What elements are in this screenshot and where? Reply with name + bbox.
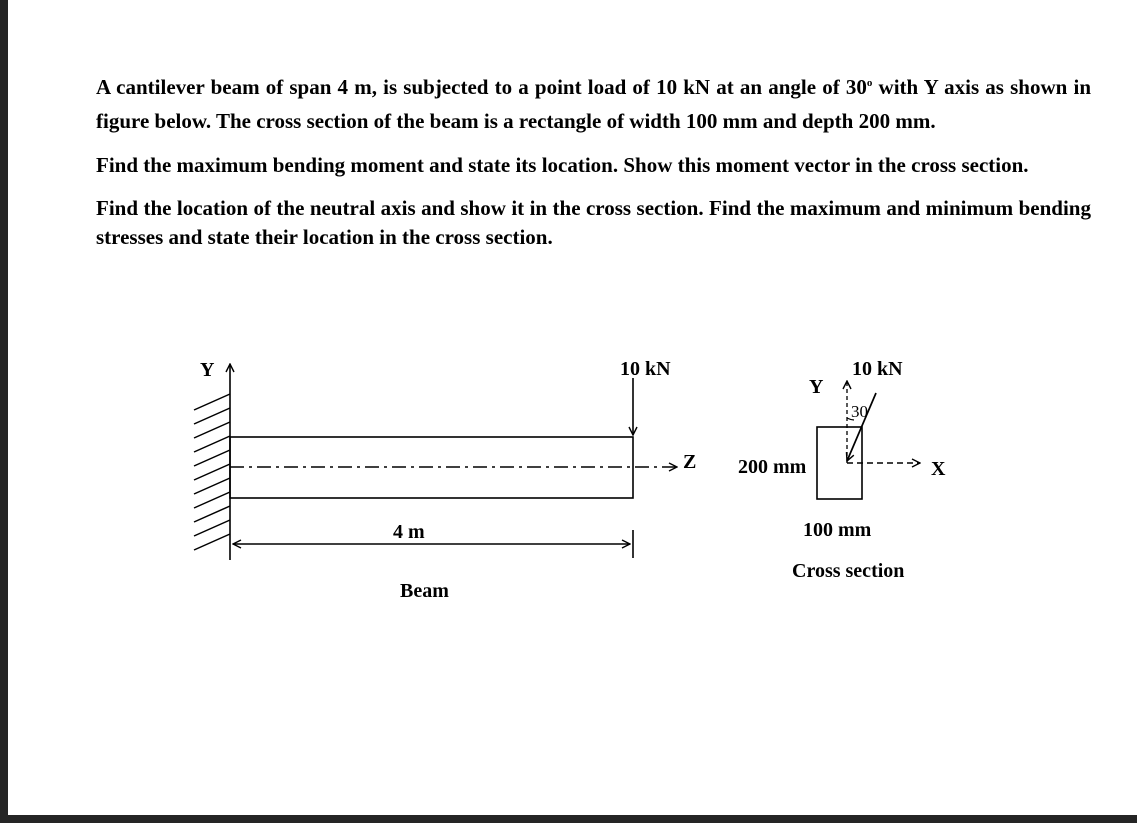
section-rectangle [817, 427, 862, 499]
beam-z-axis-label: Z [683, 451, 697, 473]
beam-load-label: 10 kN [620, 358, 671, 380]
problem-paragraph-2: Find the maximum bending moment and state its location. Show this moment vector in the cross section. [96, 153, 1029, 177]
beam-figure [194, 358, 696, 602]
section-load-label: 10 kN [852, 358, 903, 380]
problem-paragraph-3: Find the location of the neutral axis and show it in the cross section. Find the maximum and minimum bending stresses and state their location in the cross section. [96, 196, 1091, 249]
paragraph-1-text-b: with Y axis as shown in figure below. The cross section of the beam is a rectangle of width 100 mm and depth 200 mm. [96, 75, 1091, 133]
section-x-axis-label: X [931, 458, 946, 480]
section-caption: Cross section [792, 560, 905, 582]
fixed-wall-hatching [194, 394, 230, 550]
beam-caption: Beam [400, 580, 449, 602]
depth-label: 200 mm [738, 456, 807, 478]
section-y-axis-label: Y [809, 376, 824, 398]
paragraph-1-text-a: A cantilever beam of span 4 m, is subjected to a point load of 10 kN at an angle of 30 [96, 75, 867, 99]
degree-superscript: o [866, 77, 873, 89]
beam-y-axis-label: Y [200, 359, 215, 381]
width-label: 100 mm [803, 519, 872, 541]
span-label: 4 m [393, 521, 425, 543]
angle-label: 30 [851, 402, 868, 421]
cross-section-figure [738, 358, 946, 582]
